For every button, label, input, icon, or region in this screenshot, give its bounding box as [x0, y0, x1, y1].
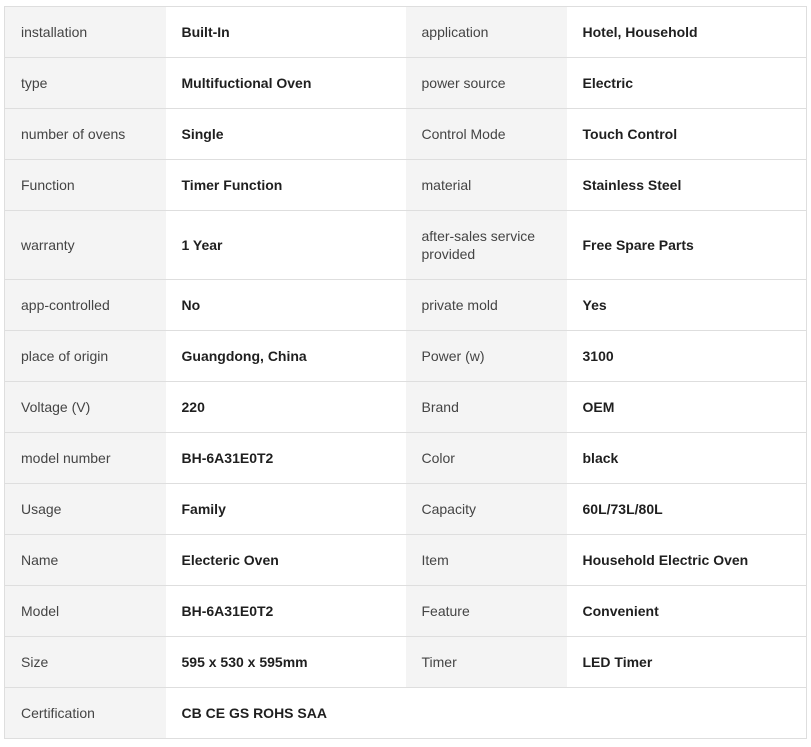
spec-label: Brand [406, 382, 567, 433]
empty-cell [406, 688, 567, 739]
spec-row [5, 160, 807, 211]
spec-row [5, 58, 807, 109]
spec-value: Convenient [567, 586, 807, 637]
spec-row [5, 484, 807, 535]
spec-row [5, 382, 807, 433]
spec-label: Capacity [406, 484, 567, 535]
empty-cell [567, 688, 807, 739]
spec-value: Free Spare Parts [567, 211, 807, 280]
spec-value: CB CE GS ROHS SAA [166, 688, 406, 739]
spec-label: Model [5, 586, 166, 637]
spec-label: Certification [5, 688, 166, 739]
spec-value: Stainless Steel [567, 160, 807, 211]
spec-value: black [567, 433, 807, 484]
spec-row [5, 586, 807, 637]
spec-value: Guangdong, China [166, 331, 406, 382]
spec-label: private mold [406, 280, 567, 331]
spec-row [5, 637, 807, 688]
spec-value: Electric [567, 58, 807, 109]
spec-row [5, 331, 807, 382]
spec-value: Yes [567, 280, 807, 331]
spec-row [5, 211, 807, 280]
spec-label: Name [5, 535, 166, 586]
spec-value: Multifuctional Oven [166, 58, 406, 109]
spec-label: Item [406, 535, 567, 586]
spec-label: number of ovens [5, 109, 166, 160]
spec-value: Built-In [166, 7, 406, 58]
spec-label: model number [5, 433, 166, 484]
spec-value: OEM [567, 382, 807, 433]
spec-row [5, 535, 807, 586]
product-specifications-table [4, 6, 807, 739]
spec-label: Control Mode [406, 109, 567, 160]
spec-label: application [406, 7, 567, 58]
spec-value: No [166, 280, 406, 331]
spec-label: installation [5, 7, 166, 58]
spec-value: 1 Year [166, 211, 406, 280]
spec-label: Voltage (V) [5, 382, 166, 433]
spec-label: power source [406, 58, 567, 109]
spec-value: Touch Control [567, 109, 807, 160]
spec-label: Function [5, 160, 166, 211]
spec-value: Single [166, 109, 406, 160]
spec-value: LED Timer [567, 637, 807, 688]
spec-value: Timer Function [166, 160, 406, 211]
spec-value: Family [166, 484, 406, 535]
spec-label: Power (w) [406, 331, 567, 382]
spec-value: BH-6A31E0T2 [166, 433, 406, 484]
spec-value: 3100 [567, 331, 807, 382]
spec-label: Color [406, 433, 567, 484]
spec-value: Household Electric Oven [567, 535, 807, 586]
spec-label: Feature [406, 586, 567, 637]
spec-label: Timer [406, 637, 567, 688]
spec-value: Hotel, Household [567, 7, 807, 58]
spec-value: 220 [166, 382, 406, 433]
spec-label: after-sales service provided [406, 211, 567, 280]
spec-label: app-controlled [5, 280, 166, 331]
spec-row [5, 280, 807, 331]
spec-label: type [5, 58, 166, 109]
spec-row [5, 109, 807, 160]
spec-row [5, 688, 807, 739]
spec-value: Electeric Oven [166, 535, 406, 586]
spec-label: place of origin [5, 331, 166, 382]
spec-label: Size [5, 637, 166, 688]
spec-value: BH-6A31E0T2 [166, 586, 406, 637]
spec-label: Usage [5, 484, 166, 535]
spec-label: material [406, 160, 567, 211]
spec-label: warranty [5, 211, 166, 280]
spec-value: 60L/73L/80L [567, 484, 807, 535]
spec-value: 595 x 530 x 595mm [166, 637, 406, 688]
spec-row [5, 7, 807, 58]
spec-row [5, 433, 807, 484]
